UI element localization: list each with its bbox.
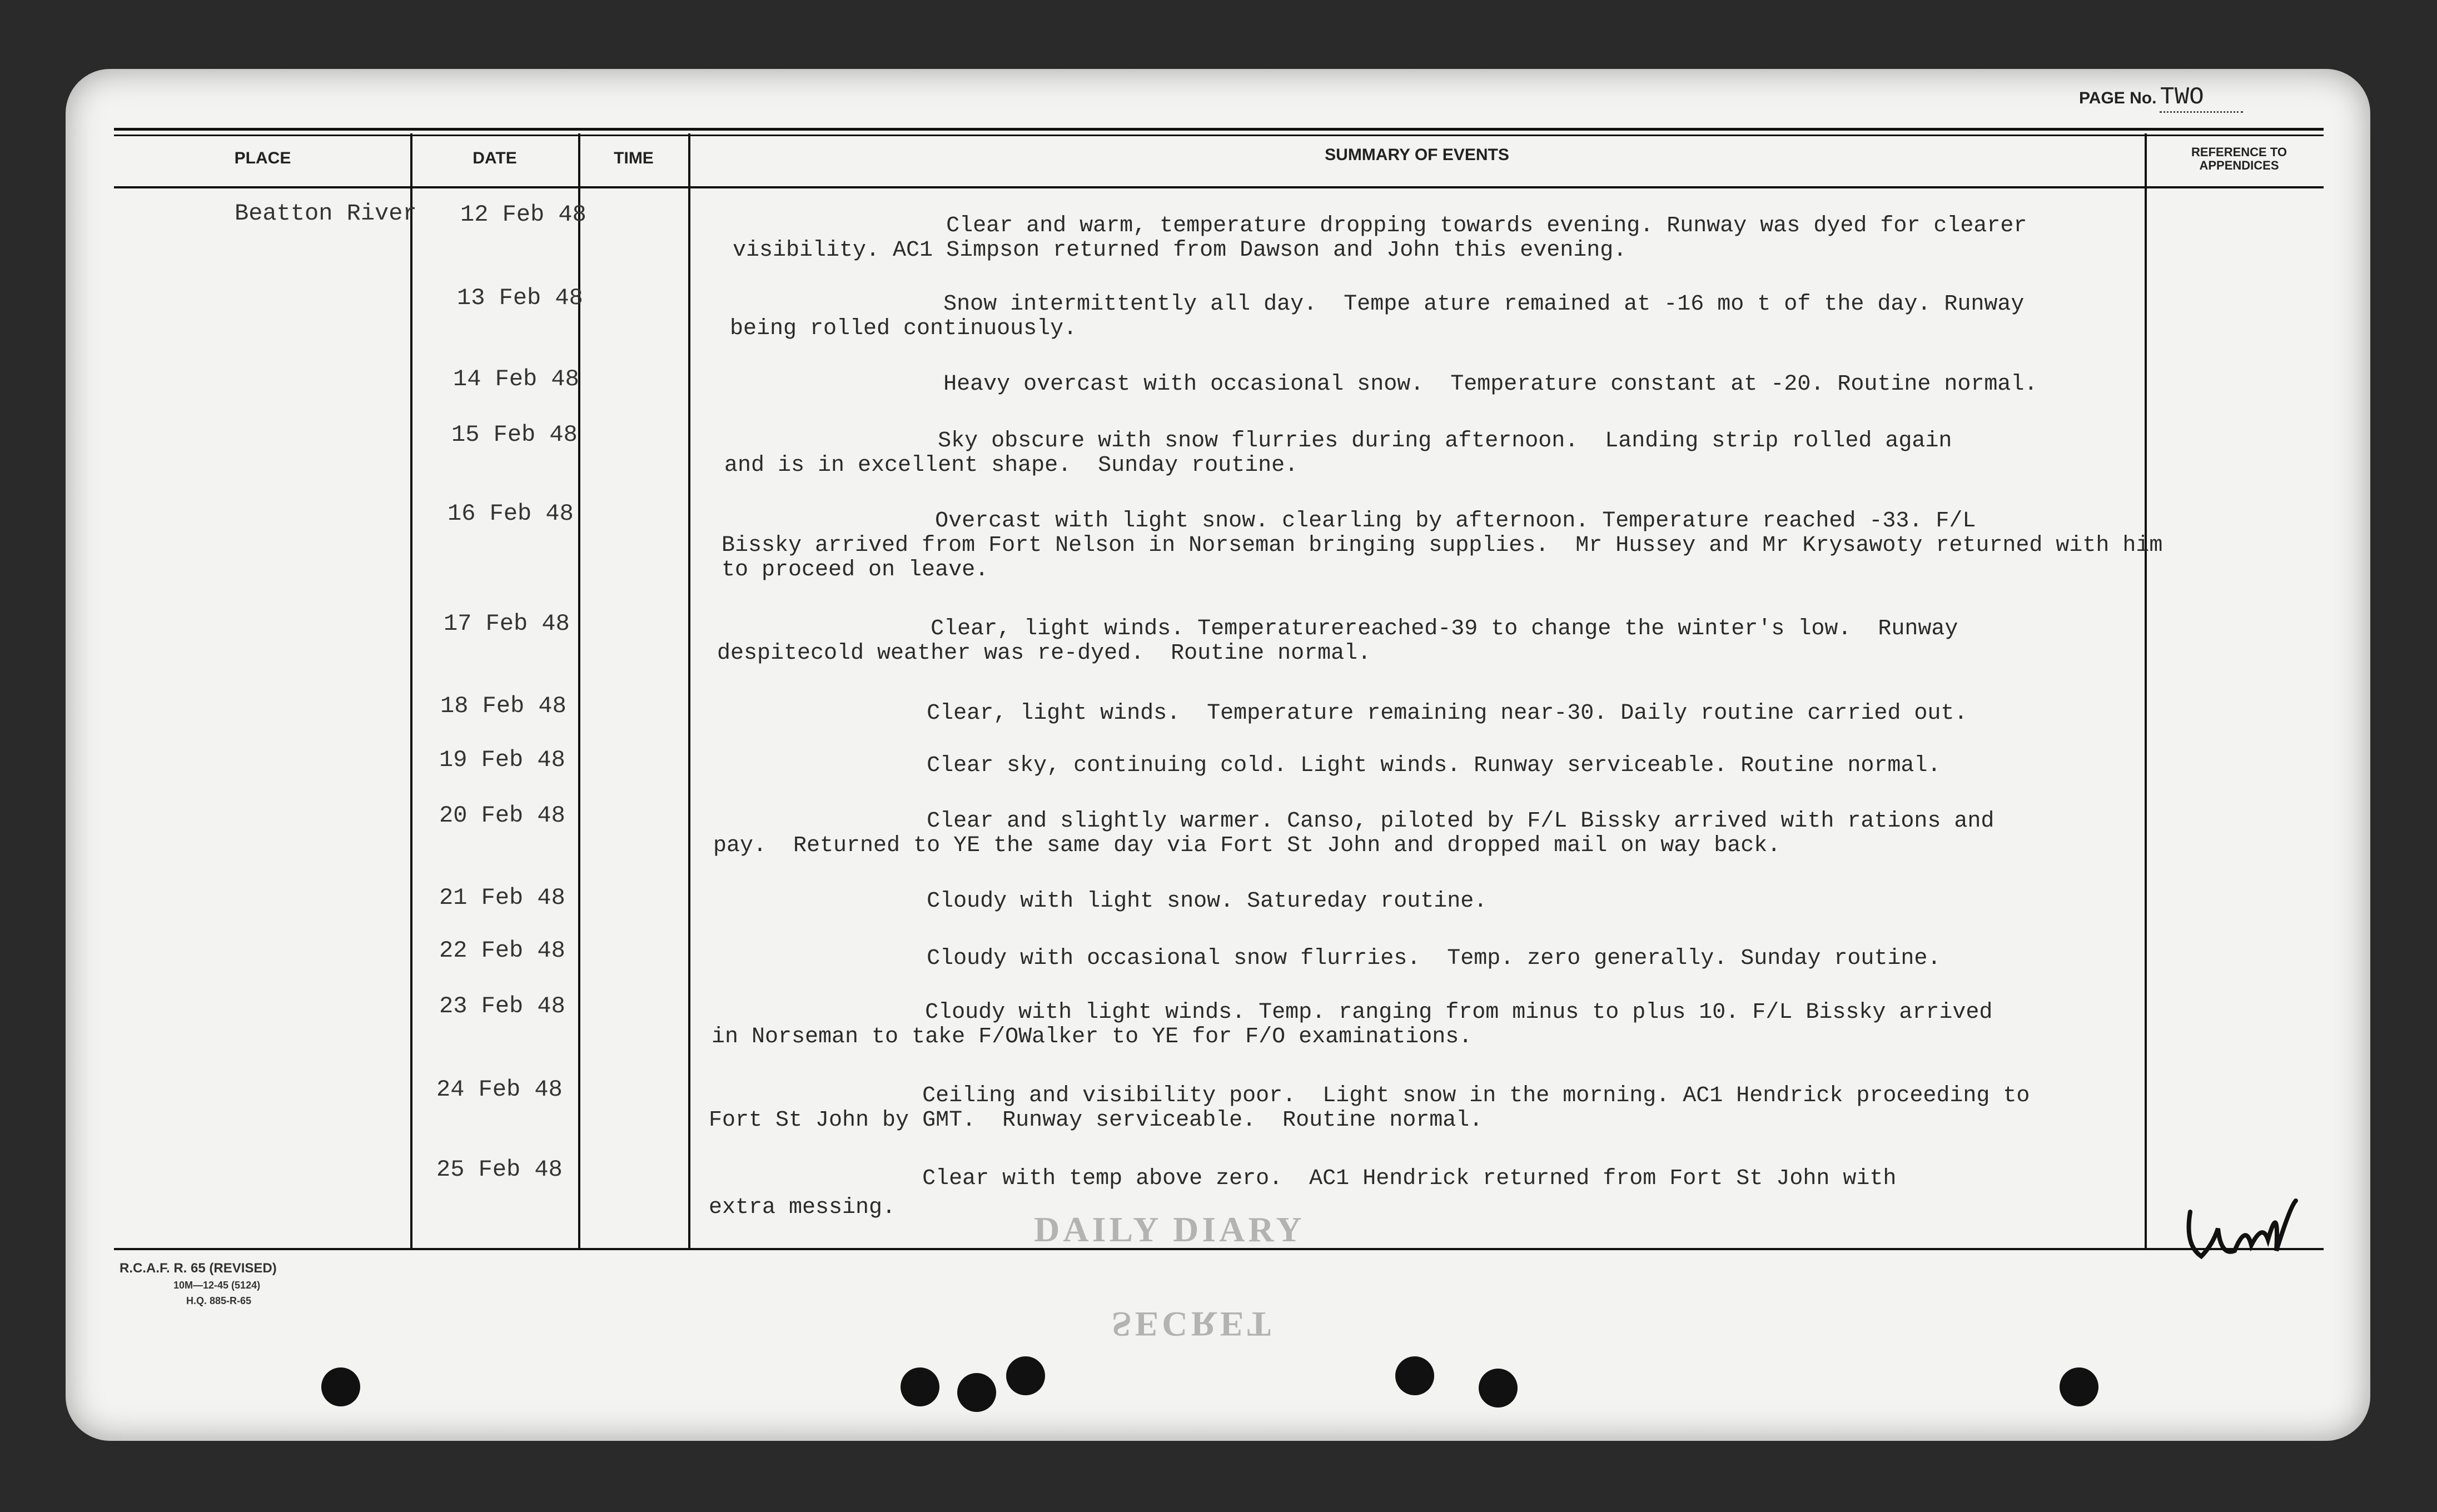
entry-summary: Cloudy with light winds. Temp. ranging from minus to plus 10. F/L Bissky arrived in Norseman to take F/OWalker to YE for F/O examinations. [712,1000,1993,1050]
entry-summary: Clear sky, continuing cold. Light winds. Runway serviceable. Routine normal. [713,753,1941,778]
header-date: DATE [473,149,517,167]
entry-summary: Clear, light winds. Temperature remaining near-30. Daily routine carried out. [713,701,1968,726]
entry-summary: Clear and warm, temperature dropping towards evening. Runway was dyed for clearer visibility. AC1 Simpson returned from Dawson and John this evening. [733,213,2027,263]
form-hq-line: H.Q. 885-R-65 [186,1295,252,1306]
entry-summary: Snow intermittently all day. Tempe ature remained at -16 mo t of the day. Runway being rolled continuously. [730,292,2025,341]
time-summary-divider [688,133,690,1248]
binder-hole [1006,1356,1045,1395]
entry-date: 22 Feb 48 [439,937,565,964]
binder-hole [957,1373,996,1412]
page-number-value: TWO [2160,83,2243,113]
binder-hole [1395,1356,1434,1395]
entry-date: 13 Feb 48 [457,285,583,311]
binder-hole [901,1367,939,1406]
entry-summary: Sky obscure with snow flurries during afternoon. Landing strip rolled again and is in excellent shape. Sunday routine. [724,429,1952,478]
header-top-rule-2 [114,135,2324,136]
entry-summary: Cloudy with light snow. Satureday routine. [713,889,1488,914]
page-number [2079,83,2243,113]
header-summary: SUMMARY OF EVENTS [1325,146,1509,164]
form-print-line: 10M—12-45 (5124) [173,1280,261,1291]
entry-summary: Cloudy with occasional snow flurries. Temp. zero generally. Sunday routine. [713,946,1941,971]
binder-hole [1479,1369,1518,1407]
header-reference: REFERENCE TO APPENDICES [2191,145,2287,172]
place-value: Beatton River [235,200,417,227]
form-number: R.C.A.F. R. 65 (REVISED) [120,1261,277,1276]
daily-diary-stamp: DAILY DIARY [1034,1210,1305,1249]
entry-date: 18 Feb 48 [440,693,566,719]
signature-initials [2179,1190,2324,1267]
entry-summary: Ceiling and visibility poor. Light snow in the morning. AC1 Hendrick proceeding to Fort St John by GMT. Runway serviceable. Routine normal. [709,1083,2030,1133]
entry-date: 17 Feb 48 [444,610,570,637]
entry-summary: Overcast with light snow. clearling by afternoon. Temperature reached -33. F/L Bissky arrived from Fort Nelson in Norseman bringing supplies. Mr Hussey and Mr Krysawoty returned with him to proceed on leave. [722,509,2163,583]
entry-date: 12 Feb 48 [460,201,586,228]
entry-date: 15 Feb 48 [451,421,578,448]
entry-date: 24 Feb 48 [436,1076,563,1103]
entry-date: 16 Feb 48 [447,500,574,527]
entry-summary: Clear with temp above zero. AC1 Hendrick returned from Fort St John with extra messing. [709,1166,1897,1220]
entry-date: 19 Feb 48 [439,747,565,773]
entry-date: 25 Feb 48 [436,1156,563,1183]
header-time: TIME [614,149,654,167]
entry-summary: Heavy overcast with occasional snow. Temperature constant at -20. Routine normal. [730,372,2038,397]
binder-hole [321,1367,360,1406]
entry-date: 23 Feb 48 [439,993,565,1019]
binder-hole [2060,1367,2098,1406]
entry-date: 21 Feb 48 [439,884,565,911]
header-place: PLACE [234,149,291,167]
place-date-divider [410,133,412,1248]
entry-summary: Clear and slightly warmer. Canso, piloted by F/L Bissky arrived with rations and pay. Returned to YE the same day via Fort St John and dropped mail on way back. [713,809,1995,858]
secret-stamp: SECRET [1112,1305,1275,1344]
header-bottom-rule [114,186,2324,188]
entry-date: 14 Feb 48 [453,366,579,392]
entry-date: 20 Feb 48 [439,802,565,829]
header-top-rule [114,128,2324,131]
page-number-label: PAGE No. [2079,89,2157,107]
entry-summary: Clear, light winds. Temperaturereached-39 to change the winter's low. Runway despitecold weather was re-dyed. Routine normal. [717,616,1958,666]
